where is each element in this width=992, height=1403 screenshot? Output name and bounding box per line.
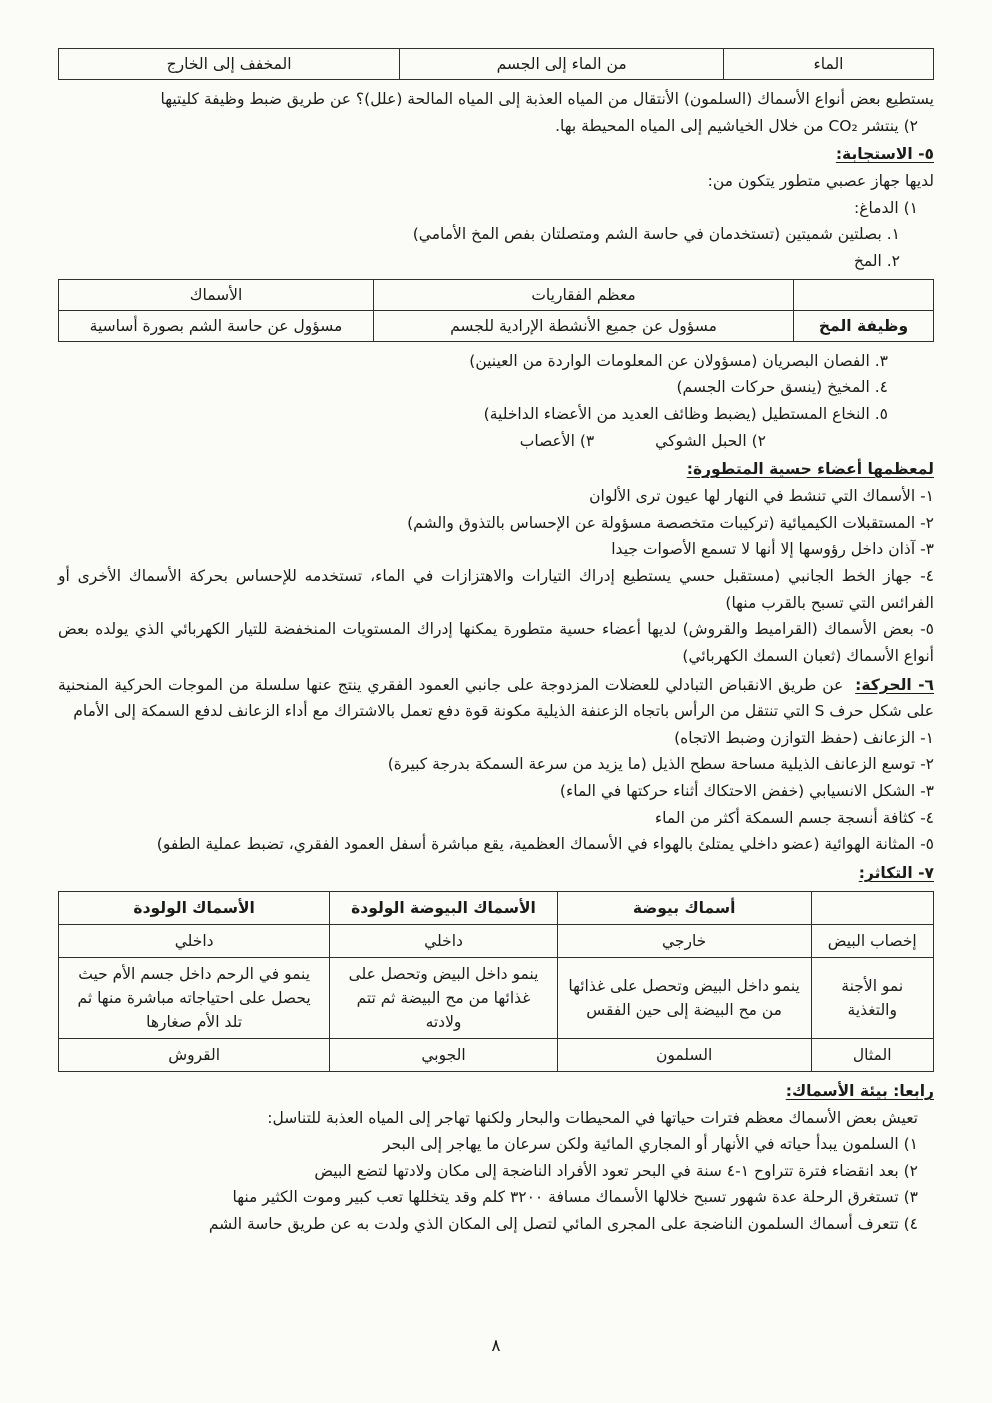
habitat-heading: رابعا: بيئة الأسماك: [785, 1081, 934, 1100]
oviparous-header-cell: أسماك بيوضة [557, 891, 811, 924]
reproduction-table [58, 891, 934, 1072]
movement-item-5: ٥- المثانة الهوائية (عضو داخلي يمتلئ بالهواء في الأسماك العظمية، يقع مباشرة أسفل العمود الفقري، تضبط عملية الطفو) [156, 835, 934, 854]
fertilization-viviparous-cell: داخلي [59, 924, 330, 957]
page-number: ٨ [491, 1335, 501, 1356]
fertilization-row [59, 924, 934, 957]
brain-label: ١) الدماغ: [854, 198, 918, 217]
senses-heading-row [58, 456, 934, 483]
olfactory-bulbs-item: ١. بصلتين شميتين (تستخدمان في حاسة الشم ومتصلتان بفص المخ الأمامي) [412, 225, 900, 244]
brain-function-table [58, 279, 934, 342]
senses-item-4: ٤- جهاز الخط الجانبي (مستقبل حسي يستطيع إدراك التيارات والاهتزازات في الماء، تستخدمه للإحساس بحركة الأسماك الأخرى أو الفرائس التي تسبح بالقرب منها) [58, 566, 934, 612]
example-label-cell: المثال [811, 1038, 934, 1071]
water-cell: الماء [724, 49, 934, 80]
response-section-heading-row [58, 141, 934, 168]
movement-intro: عن طريق الانقباض التبادلي للعضلات المزدوجة على جانبي العمود الفقري ينتج عنها سلسلة من الموجات الحركية المنحنية على شكل حرف S التي تنتقل من الرأس باتجاه الزعنفة الذيلية مكونة قوة دفع تعمل بالاشتراك مع أداء الزعانف لدفع السمكة إلى الأمام [58, 675, 934, 721]
diluted-out-cell: المخفف إلى الخارج [59, 49, 400, 80]
movement-item-2: ٢- توسع الزعانف الذيلية مساحة سطح الذيل (ما يزيد من سرعة السمكة بدرجة كبيرة) [387, 755, 934, 774]
table-header-row [59, 891, 934, 924]
spinal-cord-item: ٢) الحبل الشوكي [655, 431, 766, 450]
habitat-item-3: ٣) تستغرق الرحلة عدة شهور تسبح خلالها الأسماك مسافة ٣٢٠٠ كلم وقد يتخللها تعب كبير وموت الكثير منها [232, 1188, 918, 1207]
spinal-cord-nerves-row [58, 428, 934, 455]
example-ovoviviparous-cell: الجوبي [330, 1038, 558, 1071]
optic-lobes-item: ٣. الفصان البصريان (مسؤولان عن المعلومات الواردة من العينين) [469, 351, 888, 370]
vertebrates-header-cell: معظم الفقاريات [374, 279, 794, 310]
repro-corner-cell [811, 891, 934, 924]
fish-function-cell: مسؤول عن حاسة الشم بصورة أساسية [59, 310, 374, 341]
nerves-item: ٣) الأعصاب [519, 431, 595, 450]
fertilization-label-cell: إخصاب البيض [811, 924, 934, 957]
habitat-intro: تعيش بعض الأسماك معظم فترات حياتها في المحيطات والبحار ولكنها تهاجر إلى المياه العذبة للتناسل: [267, 1108, 918, 1127]
senses-item-1: ١- الأسماك التي تنشط في النهار لها عيون ترى الألوان [589, 486, 934, 505]
embryo-growth-oviparous-cell: ينمو داخل البيض وتحصل على غذائها من مح البيضة إلى حين الفقس [557, 957, 811, 1038]
cerebrum-item: ٢. المخ [853, 251, 900, 270]
reproduction-heading: ٧- التكاثر: [858, 864, 934, 883]
movement-item-1: ١- الزعانف (حفظ التوازن وضبط الاتجاه) [674, 728, 934, 747]
senses-item-5: ٥- بعض الأسماك (القراميط والقروش) لديها أعضاء حسية متطورة يمكنها إدراك المستويات المنخفضة للتيار الكهربائي الذي يولده بعض أنواع الأسماك (ثعبان السمك الكهربائي) [58, 620, 934, 665]
movement-item-4: ٤- كثافة أنسجة جسم السمكة أكثر من الماء [654, 808, 934, 827]
water-balance-table [58, 48, 934, 80]
reproduction-heading-row [58, 860, 934, 887]
response-heading: ٥- الاستجابة: [835, 145, 934, 164]
vertebrates-function-cell: مسؤول عن جميع الأنشطة الإرادية للجسم [374, 310, 794, 341]
cerebellum-item: ٤. المخيخ (ينسق حركات الجسم) [676, 378, 888, 397]
fertilization-ovoviviparous-cell: داخلي [330, 924, 558, 957]
example-row [59, 1038, 934, 1071]
habitat-item-1: ١) السلمون يبدأ حياته في الأنهار أو المجاري المائية ولكن سرعان ما يهاجر إلى البحر [382, 1135, 918, 1154]
habitat-heading-row [58, 1078, 934, 1105]
senses-item-3: ٣- آذان داخل رؤوسها إلا أنها لا تسمع الأصوات جيدا [611, 540, 934, 559]
senses-heading: لمعظمها أعضاء حسية المتطورة: [686, 460, 934, 479]
water-into-body-cell: من الماء إلى الجسم [400, 49, 724, 80]
example-viviparous-cell: القروش [59, 1038, 330, 1071]
viviparous-header-cell: الأسماك الولودة [59, 891, 330, 924]
embryo-growth-row [59, 957, 934, 1038]
brain-function-label-cell: وظيفة المخ [794, 310, 934, 341]
osmoregulation-line-2: ٢) ينتشر CO₂ من خلال الخياشيم إلى المياه المحيطة بها. [555, 116, 918, 135]
table-row [59, 310, 934, 341]
habitat-item-4: ٤) تتعرف أسماك السلمون الناضجة على المجرى المائي لتصل إلى المكان الذي ولدت به عن طريق حاسة الشم [208, 1215, 918, 1234]
embryo-growth-ovoviviparous-cell: ينمو داخل البيض وتحصل على غذائها من مح البيضة ثم تتم ولادته [330, 957, 558, 1038]
nervous-system-intro: لديها جهاز عصبي متطور يتكون من: [707, 171, 934, 190]
brain-table-corner-cell [794, 279, 934, 310]
embryo-growth-label-cell: نمو الأجنة والتغذية [811, 957, 934, 1038]
movement-paragraph [58, 672, 934, 725]
table-row [59, 49, 934, 80]
embryo-growth-viviparous-cell: ينمو في الرحم داخل جسم الأم حيث يحصل على احتياجاته مباشرة منها ثم تلد الأم صغارها [59, 957, 330, 1038]
osmoregulation-line-1: يستطيع بعض أنواع الأسماك (السلمون) الأنتقال من المياه العذبة إلى المياه المالحة (علل)؟ عن طريق ضبط وظيفة كليتيها [160, 90, 934, 109]
movement-item-3: ٣- الشكل الانسيابي (خفض الاحتكاك أثناء حركتها في الماء) [559, 782, 934, 801]
habitat-item-2: ٢) بعد انقضاء فترة تتراوح ١-٤ سنة في البحر تعود الأفراد الناضجة إلى مكان ولادتها لتضع البيض [314, 1161, 918, 1180]
senses-item-2: ٢- المستقبلات الكيميائية (تركيبات متخصصة مسؤولة عن الإحساس بالتذوق والشم) [407, 513, 934, 532]
example-oviparous-cell: السلمون [557, 1038, 811, 1071]
movement-heading: ٦- الحركة: [855, 675, 934, 694]
medulla-item: ٥. النخاع المستطيل (يضبط وظائف العديد من الأعضاء الداخلية) [483, 404, 888, 423]
fertilization-oviparous-cell: خارجي [557, 924, 811, 957]
table-row [59, 279, 934, 310]
fish-header-cell: الأسماك [59, 279, 374, 310]
ovoviviparous-header-cell: الأسماك البيوضة الولودة [330, 891, 558, 924]
